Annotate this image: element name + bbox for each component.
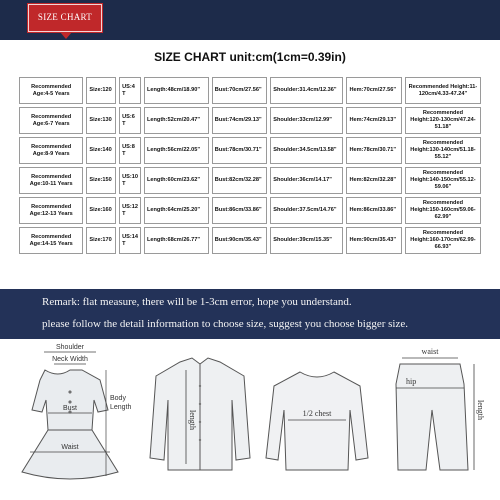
size-cell: Size:140 bbox=[86, 137, 116, 164]
table-row bbox=[19, 227, 481, 254]
height-cell: Recommended Height:120-130cm/47.24-51.18" bbox=[405, 107, 481, 134]
height-cell: Recommended Height:11-120cm/4.33-47.24" bbox=[405, 77, 481, 104]
label-body: Body bbox=[110, 395, 126, 402]
hem-cell: Hem:74cm/29.13" bbox=[346, 107, 401, 134]
shoulder-cell: Shoulder:34.5cm/13.58" bbox=[270, 137, 343, 164]
us-size-cell: US:12 T bbox=[119, 197, 141, 224]
label-pants-length: length bbox=[476, 400, 485, 420]
bust-cell: Bust:86cm/33.86" bbox=[212, 197, 267, 224]
table-row bbox=[19, 167, 481, 194]
age-cell: Recommended Age:14-15 Years bbox=[19, 227, 83, 254]
us-size-cell: US:10 T bbox=[119, 167, 141, 194]
pants-diagram bbox=[378, 340, 498, 490]
badge-tail bbox=[60, 32, 72, 39]
height-cell: Recommended Height:140-150cm/55.12-59.06" bbox=[405, 167, 481, 194]
table-row bbox=[19, 107, 481, 134]
table-row bbox=[19, 77, 481, 104]
age-cell: Recommended Age:4-5 Years bbox=[19, 77, 83, 104]
size-chart-badge bbox=[28, 4, 102, 32]
label-shoulder: Shoulder bbox=[55, 344, 85, 351]
length-cell: Length:60cm/23.62" bbox=[144, 167, 209, 194]
us-size-cell: US:14 T bbox=[119, 227, 141, 254]
table-row bbox=[19, 197, 481, 224]
shoulder-cell: Shoulder:37.5cm/14.76" bbox=[270, 197, 343, 224]
us-size-cell: US:8 T bbox=[119, 137, 141, 164]
badge-text: SIZE CHART bbox=[37, 12, 93, 22]
bust-cell: Bust:70cm/27.56" bbox=[212, 77, 267, 104]
length-cell: Length:64cm/25.20" bbox=[144, 197, 209, 224]
remark-band bbox=[0, 289, 500, 339]
remark-line-1: Remark: flat measure, there will be 1-3cm error, hope you understand. bbox=[42, 296, 352, 308]
age-cell: Recommended Age:6-7 Years bbox=[19, 107, 83, 134]
bust-cell: Bust:82cm/32.28" bbox=[212, 167, 267, 194]
label-bust: Bust bbox=[62, 405, 78, 412]
bust-cell: Bust:78cm/30.71" bbox=[212, 137, 267, 164]
height-cell: Recommended Height:150-160cm/59.06-62.99" bbox=[405, 197, 481, 224]
us-size-cell: US:4 T bbox=[119, 77, 141, 104]
age-cell: Recommended Age:12-13 Years bbox=[19, 197, 83, 224]
remark-line-2: please follow the detail information to choose size, suggest you choose bigger size. bbox=[42, 318, 408, 330]
size-cell: Size:120 bbox=[86, 77, 116, 104]
shoulder-cell: Shoulder:33cm/12.99" bbox=[270, 107, 343, 134]
size-cell: Size:150 bbox=[86, 167, 116, 194]
height-cell: Recommended Height:160-170cm/62.99-66.93" bbox=[405, 227, 481, 254]
label-shirt-length: length bbox=[188, 410, 197, 430]
size-cell: Size:160 bbox=[86, 197, 116, 224]
us-size-cell: US:6 T bbox=[119, 107, 141, 134]
length-cell: Length:52cm/20.47" bbox=[144, 107, 209, 134]
hem-cell: Hem:82cm/32.28" bbox=[346, 167, 401, 194]
label-body-length: Length bbox=[110, 404, 132, 411]
size-table bbox=[16, 74, 484, 257]
hem-cell: Hem:78cm/30.71" bbox=[346, 137, 401, 164]
size-cell: Size:170 bbox=[86, 227, 116, 254]
hem-cell: Hem:90cm/35.43" bbox=[346, 227, 401, 254]
size-cell: Size:130 bbox=[86, 107, 116, 134]
label-waist: Waist bbox=[61, 444, 79, 451]
hem-cell: Hem:86cm/33.86" bbox=[346, 197, 401, 224]
dress-diagram bbox=[0, 340, 140, 490]
label-pants-hip: hip bbox=[406, 377, 417, 386]
age-cell: Recommended Age:10-11 Years bbox=[19, 167, 83, 194]
label-pants-waist: waist bbox=[421, 347, 439, 356]
hem-cell: Hem:70cm/27.56" bbox=[346, 77, 401, 104]
height-cell: Recommended Height:130-140cm/51.18-55.12" bbox=[405, 137, 481, 164]
length-cell: Length:56cm/22.05" bbox=[144, 137, 209, 164]
shoulder-cell: Shoulder:31.4cm/12.36" bbox=[270, 77, 343, 104]
table-row bbox=[19, 137, 481, 164]
shoulder-cell: Shoulder:36cm/14.17" bbox=[270, 167, 343, 194]
sweater-diagram bbox=[262, 340, 372, 490]
chart-title: SIZE CHART unit:cm(1cm=0.39in) bbox=[154, 50, 346, 64]
length-cell: Length:68cm/26.77" bbox=[144, 227, 209, 254]
bust-cell: Bust:74cm/29.13" bbox=[212, 107, 267, 134]
shoulder-cell: Shoulder:39cm/15.35" bbox=[270, 227, 343, 254]
shirt-diagram bbox=[140, 340, 260, 490]
label-neck-width: Neck Width bbox=[52, 356, 88, 363]
length-cell: Length:48cm/18.90" bbox=[144, 77, 209, 104]
bust-cell: Bust:90cm/35.43" bbox=[212, 227, 267, 254]
age-cell: Recommended Age:8-9 Years bbox=[19, 137, 83, 164]
label-half-chest: 1/2 chest bbox=[302, 409, 332, 418]
